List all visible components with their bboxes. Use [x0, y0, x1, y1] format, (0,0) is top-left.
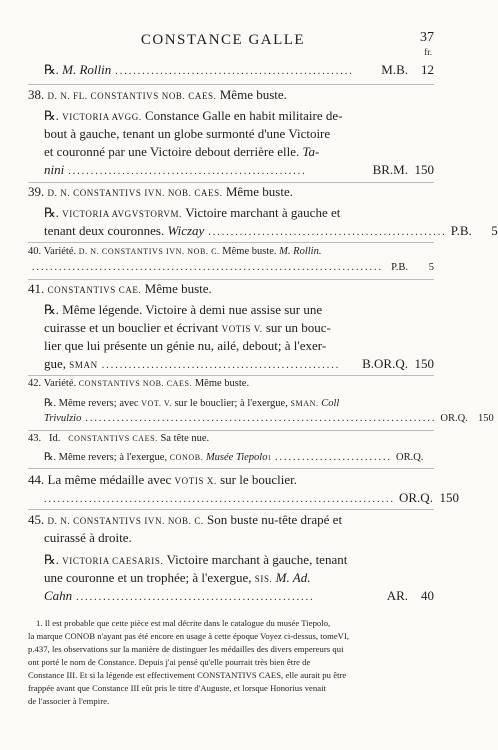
reference: AR. [386, 588, 408, 603]
currency-label: fr. [424, 47, 432, 57]
footnote-line: ont porté le nom de Constance. Depuis j'ai pensé qu'elle pourrait très bien être de [28, 657, 311, 667]
reference: OR.Q. [399, 490, 433, 505]
collection-name: Musée Tiepolo [205, 452, 268, 463]
obverse-legend: CONSTANTIVS CAE. [47, 285, 142, 295]
obverse-description: Même buste. [219, 87, 287, 102]
obverse-legend: CONSTANTIVS CAES. [68, 434, 158, 443]
collection-name: Ta- [302, 144, 320, 159]
collection-name: Trivulzio [44, 413, 82, 424]
footnote-line: frappée avant que Constance III eût pris le titre d'Auguste, et lorsque Honorius venait [28, 683, 326, 693]
reference: B.OR.Q. [362, 356, 408, 371]
footnote-line: de l'associer à l'empire. [28, 696, 110, 706]
leader-dots: .............................................................................. [44, 494, 395, 505]
reverse-text: Même revers; à l'exergue, [58, 452, 168, 463]
price: 150 [414, 356, 434, 371]
reverse-symbol: ℞. [44, 452, 57, 463]
divider [28, 468, 434, 469]
reverse-line [44, 570, 434, 588]
entry-number: 45. [28, 512, 45, 527]
entry-prefix: Variété. [43, 378, 77, 389]
price: 40 [421, 588, 434, 603]
reference: OR.Q. [395, 452, 424, 463]
reference: OR.Q. [440, 413, 468, 424]
reverse-symbol: ℞. [44, 398, 57, 409]
divider [28, 509, 434, 510]
reverse-text: tenant deux couronnes. [44, 223, 165, 238]
reverse-line [44, 108, 434, 126]
reference: P.B. [450, 223, 472, 238]
entry-heading [28, 184, 434, 202]
obverse-description: Même buste. [144, 281, 212, 296]
inscription: VOT. V. [141, 399, 172, 408]
reverse-line [44, 338, 434, 356]
entry-number: 40. [28, 246, 42, 257]
entry-heading [28, 87, 434, 105]
reference: M.B. [381, 62, 408, 77]
collection-name: Wiczay [167, 223, 205, 238]
collection-name: nini [44, 162, 65, 177]
entry-number: 39. [28, 184, 45, 199]
exergue-mark: SMAN. [290, 399, 319, 408]
entry-reverse [44, 62, 434, 80]
page-title: CONSTANCE GALLE [140, 32, 306, 48]
obverse-legend: CONSTANTIVS NOB. CAES. [78, 379, 193, 388]
entry-number: 41. [28, 281, 45, 296]
reverse-line [44, 552, 434, 570]
leader-dots: ..................................................... [68, 166, 307, 177]
divider [28, 182, 434, 183]
entry-heading [28, 512, 434, 530]
collection-name: M. Rollin. [279, 246, 322, 257]
page-number: 37 [420, 30, 434, 45]
entry-heading [28, 433, 434, 451]
reference-line [44, 490, 459, 508]
collection-name: Cahn [44, 588, 73, 603]
reverse-line [44, 162, 434, 180]
price: 150 [478, 413, 494, 424]
reverse-text: une couronne et un trophée; à l'exergue, [44, 570, 252, 585]
leader-dots: .......................... [274, 452, 392, 463]
entry-continuation [44, 530, 434, 548]
obverse-description: Son buste nu-tête drapé et [207, 512, 343, 527]
reverse-symbol: ℞. [44, 302, 59, 317]
leader-dots: .............................................................................. [85, 413, 437, 424]
leader-dots: ..................................................... [208, 227, 447, 238]
divider [28, 279, 434, 280]
exergue-mark: SMAN [69, 360, 98, 370]
reverse-legend: VICTORIA CAESARIS. [62, 556, 164, 566]
reverse-line [44, 223, 498, 241]
divider [28, 242, 434, 243]
reverse-text: cuirasse et un bouclier et écrivant [44, 320, 219, 335]
obverse-description: Même buste. [194, 378, 250, 389]
reverse-text: Constance Galle en habit militaire de- [144, 108, 343, 123]
entry-description: La même médaille avec [47, 472, 172, 487]
reverse-symbol: ℞. [44, 108, 59, 123]
reverse-text: gue, [44, 356, 67, 371]
price: 150 [439, 490, 459, 505]
leader-dots: ..................................................... [76, 592, 315, 603]
footnote-line: Constance III. Et si la légende est effectivement CONSTANTIVS CAES, elle aurait pu être [28, 670, 347, 680]
leader-dots: ..................................................... [115, 66, 354, 77]
reverse-text: et couronné par une Victoire debout derrière elle. [44, 144, 300, 159]
entry-prefix: Id. [49, 433, 61, 444]
obverse-legend: D. N. CONSTANTIVS IVN. NOB. C. [78, 247, 220, 256]
footnote-marker: 1 [267, 454, 271, 462]
reverse-legend: VICTORIA AVGVSTORVM. [62, 209, 182, 219]
reverse-symbol: ℞. [44, 552, 59, 567]
reverse-line [44, 413, 494, 431]
entry-number: 44. [28, 472, 45, 487]
reverse-line [44, 205, 434, 223]
reverse-line [44, 356, 434, 374]
reference: P.B. [391, 262, 408, 273]
reverse-text: Victoire marchant à gauche, tenant [166, 552, 348, 567]
obverse-description: cuirassé à droite. [44, 530, 132, 545]
reverse-text: Même légende. Victoire à demi nue assise sur une [62, 302, 323, 317]
reverse-symbol: ℞. [44, 62, 59, 77]
collection-name: Coll [321, 398, 340, 409]
entry-description: sur le bouclier. [220, 472, 298, 487]
reverse-text: lier que lui présente un génie nu, ailé, debout; à l'exer- [44, 338, 327, 353]
reverse-line [44, 302, 434, 320]
collection-name: M. Ad. [275, 570, 311, 585]
price: 5 [428, 262, 434, 273]
footnote-line: la marque CONOB n'ayant pas été encore en usage à cette époque Voyez ci-dessus, tomeVI, [28, 631, 350, 641]
reverse-text: bout à gauche, tenant un globe surmonté d'une Victoire [44, 126, 331, 141]
reverse-line [44, 126, 434, 144]
entry-prefix: Variété. [43, 246, 77, 257]
reverse-text: sur le bouclier; à l'exergue, [174, 398, 288, 409]
entry-number: 42. [28, 378, 42, 389]
reverse-line [44, 320, 434, 338]
price: 12 [421, 62, 434, 77]
entry-heading [28, 378, 434, 396]
obverse-description: Même buste. [225, 184, 293, 199]
reference-line [28, 262, 434, 280]
price: 150 [414, 162, 434, 177]
footnote-line: 1. Il est probable que cette pièce est mal décrite dans le catalogue du musée Tiepolo, [36, 618, 331, 628]
entry-number: 43. [28, 433, 42, 444]
reverse-text: sur un bouc- [265, 320, 331, 335]
inscription: VOTIS V. [221, 324, 263, 334]
entry-heading [28, 281, 434, 299]
reverse-line [44, 451, 434, 469]
reverse-symbol: ℞. [44, 205, 59, 220]
inscription: VOTIS X. [174, 476, 217, 486]
divider [28, 375, 434, 376]
leader-dots: .............................................................................. [32, 262, 383, 273]
divider [28, 430, 434, 431]
reverse-line [44, 588, 434, 606]
exergue-mark: SIS. [254, 574, 273, 584]
reverse-text: Victoire marchant à gauche et [185, 205, 341, 220]
reverse-line [44, 144, 434, 162]
collection-name: M. Rollin [62, 62, 112, 77]
footnote-line: p.437, les observations sur la manière de distinguer les médailles des divers empereurs qui [28, 644, 344, 654]
exergue-mark: CONOB. [169, 453, 204, 462]
reverse-legend: VICTORIA AVGG. [62, 112, 142, 122]
obverse-description: Même buste. [222, 246, 277, 257]
price: 5 [491, 223, 498, 238]
obverse-legend: D. N. CONSTANTIVS IVN. NOB. C. [47, 516, 204, 526]
entry-number: 38. [28, 87, 45, 102]
divider [28, 84, 434, 85]
reverse-text: Même revers; avec [58, 398, 139, 409]
obverse-legend: D. N. FL. CONSTANTIVS NOB. CAES. [47, 91, 217, 101]
obverse-description: Sa tête nue. [160, 433, 210, 444]
obverse-legend: D. N. CONSTANTIVS IVN. NOB. CAES. [47, 188, 223, 198]
reference: BR.M. [372, 162, 408, 177]
entry-heading [28, 472, 434, 490]
leader-dots: ..................................................... [101, 360, 341, 371]
